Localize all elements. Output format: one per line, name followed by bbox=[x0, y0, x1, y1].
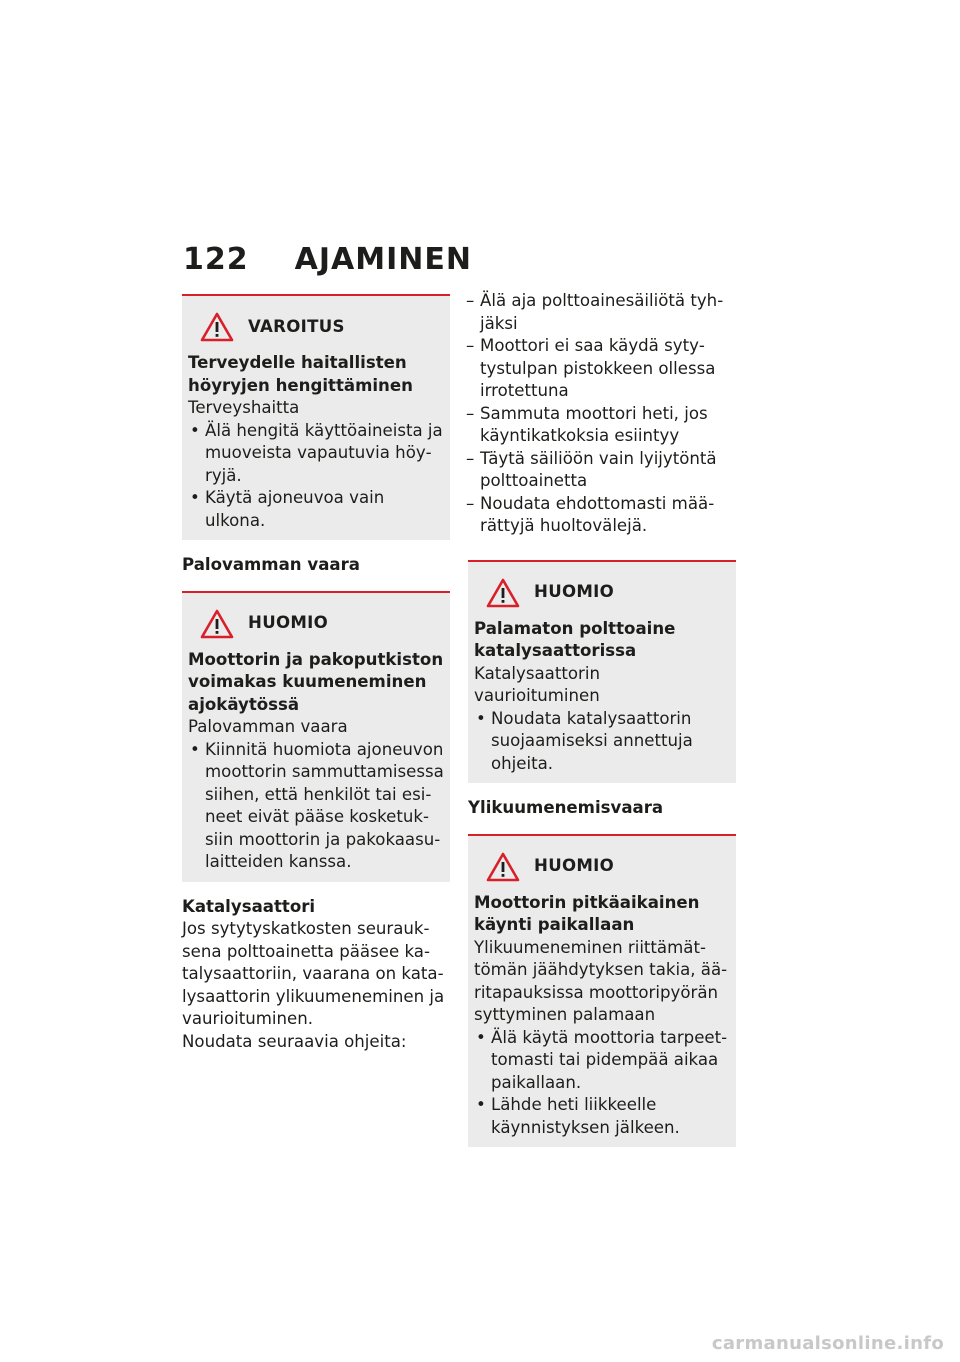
notice-label: HUOMIO bbox=[534, 856, 615, 876]
notice-list bbox=[188, 739, 444, 874]
notice-box-unburnt-fuel bbox=[468, 560, 736, 784]
notice-title bbox=[200, 609, 444, 639]
page-header bbox=[183, 242, 472, 277]
notice-consequence: Palovamman vaara bbox=[188, 717, 348, 736]
notice-list bbox=[474, 1027, 730, 1140]
list-item: • Älä hengitä käyttöaineista ja muoveista vapautuvia höyryjä. bbox=[188, 420, 444, 488]
warning-label: VAROITUS bbox=[248, 316, 345, 336]
warning-triangle-icon bbox=[200, 312, 234, 342]
instruction-list bbox=[468, 290, 736, 538]
notice-title bbox=[486, 852, 730, 882]
list-item: • Kiinnitä huomiota ajoneuvon moottorin sammuttamisessa siihen, että henkilöt tai esineet eivät pääse kosketuksiin moottorin ja pakokaasulaitteiden kanssa. bbox=[188, 739, 444, 874]
list-item: • Lähde heti liikkeelle käynnistyksen jälkeen. bbox=[474, 1094, 730, 1139]
page-number: 122 bbox=[183, 242, 249, 277]
notice-heading: Palamaton polttoaine katalysaattorissa bbox=[474, 618, 676, 660]
notice-box-idling bbox=[468, 834, 736, 1148]
list-item: • Käytä ajoneuvoa vain ulkona. bbox=[188, 487, 444, 532]
notice-label: HUOMIO bbox=[248, 613, 329, 633]
watermark: carmanualsonline.info bbox=[711, 1333, 944, 1354]
warning-triangle-icon bbox=[486, 578, 520, 608]
instructions-intro: Noudata seuraavia ohjeita: bbox=[182, 1031, 407, 1051]
notice-label: HUOMIO bbox=[534, 582, 615, 602]
warning-triangle-icon bbox=[200, 609, 234, 639]
section-heading-overheat: Ylikuumenemisvaara bbox=[468, 798, 664, 817]
warning-list bbox=[188, 420, 444, 533]
warning-heading: Terveydelle haitallisten höyryjen hengittäminen bbox=[188, 353, 413, 395]
left-column bbox=[182, 294, 450, 1053]
section-heading-catalyst: Katalysaattori bbox=[182, 896, 316, 916]
notice-list bbox=[474, 708, 730, 776]
section-heading-burn: Palovamman vaara bbox=[182, 555, 360, 574]
notice-title bbox=[486, 578, 730, 608]
warning-box bbox=[182, 294, 450, 540]
list-item: • Noudata katalysaattorin suojaamiseksi annettuja ohjeita. bbox=[474, 708, 730, 776]
warning-triangle-icon bbox=[486, 852, 520, 882]
list-item: – Moottori ei saa käydä sytytystulpan pistokkeen ollessa irrotettuna bbox=[468, 335, 736, 403]
right-column bbox=[468, 290, 736, 1147]
warning-title bbox=[200, 312, 444, 342]
notice-box-engine-heat bbox=[182, 591, 450, 882]
list-item: – Täytä säiliöön vain lyijytöntä polttoainetta bbox=[468, 448, 736, 493]
notice-heading: Moottorin pitkäaikainen käynti paikallaan bbox=[474, 892, 700, 934]
list-item: – Noudata ehdottomasti määrättyjä huoltovälejä. bbox=[468, 493, 736, 538]
warning-consequence: Terveyshaitta bbox=[188, 398, 300, 417]
list-item: – Älä aja polttoainesäiliötä tyhjäksi bbox=[468, 290, 736, 335]
list-item: – Sammuta moottori heti, jos käyntikatkoksia esiintyy bbox=[468, 403, 736, 448]
notice-consequence: Katalysaattorin vaurioituminen bbox=[474, 663, 600, 705]
chapter-title: AJAMINEN bbox=[294, 242, 472, 277]
list-item: • Älä käytä moottoria tarpeettomasti tai pidempää aikaa paikallaan. bbox=[474, 1027, 730, 1095]
notice-heading: Moottorin ja pakoputkiston voimakas kuumeneminen ajokäytössä bbox=[188, 649, 444, 714]
notice-consequence: Ylikuumeneminen riittämättömän jäähdytyksen takia, ääritapauksissa moottoripyörän syttyminen palamaan bbox=[474, 937, 728, 1024]
catalyst-paragraph: Jos sytytyskatkosten seurauksena polttoainetta pääsee katalysaattoriin, vaarana on katalysaattorin ylikuumeneminen ja vaurioituminen. bbox=[182, 919, 445, 1028]
